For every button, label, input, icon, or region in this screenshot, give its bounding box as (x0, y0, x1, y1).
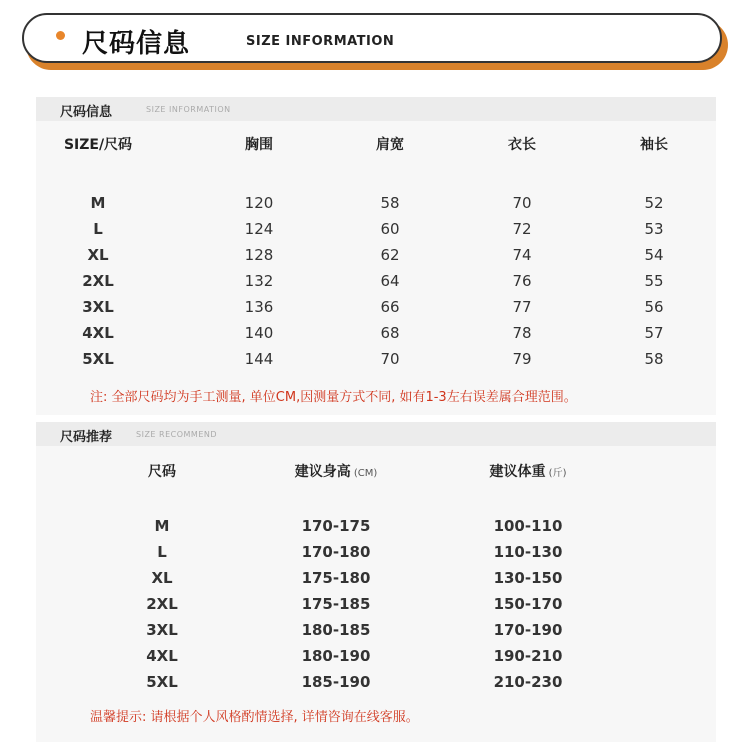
column-header-unit: (斤) (545, 468, 567, 479)
table-cell: 76 (512, 272, 532, 290)
column-header: 肩宽 (376, 137, 404, 153)
table-cell: 68 (380, 324, 400, 342)
title-banner (22, 13, 722, 63)
table-cell: 58 (644, 350, 664, 368)
table-cell: 77 (512, 298, 532, 316)
size-recommend-header-cn: 尺码推荐 (60, 430, 113, 445)
table-cell: 54 (644, 246, 664, 264)
size-label: M (90, 194, 106, 212)
table-cell: 130-150 (493, 569, 563, 587)
table-cell: 124 (244, 220, 274, 238)
size-label: 3XL (82, 298, 114, 316)
column-header (438, 461, 618, 481)
size-info-header (36, 97, 716, 121)
table-cell: 180-190 (301, 647, 371, 665)
table-cell: 144 (244, 350, 274, 368)
table-cell: 128 (244, 246, 274, 264)
table-cell: 175-185 (301, 595, 371, 613)
size-label: L (93, 220, 103, 238)
table-cell: 66 (380, 298, 400, 316)
table-cell: 185-190 (301, 673, 371, 691)
table-cell: 175-180 (301, 569, 371, 587)
table-cell: 150-170 (493, 595, 563, 613)
table-cell: 170-190 (493, 621, 563, 639)
size-info-header-en: SIZE INFORMATION (146, 105, 231, 114)
table-cell: 110-130 (493, 543, 563, 561)
table-cell: 140 (244, 324, 274, 342)
table-cell: 78 (512, 324, 532, 342)
table-cell: 170-180 (301, 543, 371, 561)
size-label: L (157, 543, 167, 561)
size-recommend-note: 温馨提示: 请根据个人风格酌情选择, 详情咨询在线客服。 (90, 710, 419, 725)
size-info-header-cn: 尺码信息 (60, 105, 113, 120)
bullet-dot-icon (56, 31, 65, 40)
size-label: 3XL (146, 621, 178, 639)
table-cell: 70 (380, 350, 400, 368)
size-label: 5XL (82, 350, 114, 368)
table-cell: 58 (380, 194, 400, 212)
size-recommend-panel (36, 422, 716, 742)
size-label: 5XL (146, 673, 178, 691)
table-cell: 79 (512, 350, 532, 368)
column-header: SIZE/尺码 (63, 137, 133, 153)
column-header-label: 建议身高 (294, 464, 351, 480)
table-cell: 56 (644, 298, 664, 316)
table-cell: 72 (512, 220, 532, 238)
table-cell: 60 (380, 220, 400, 238)
table-cell: 190-210 (493, 647, 563, 665)
table-cell: 64 (380, 272, 400, 290)
size-info-panel (36, 97, 716, 415)
banner-title-cn: 尺码信息 (82, 29, 191, 59)
column-header-unit: (CM) (350, 468, 378, 479)
table-cell: 53 (644, 220, 664, 238)
table-cell: 55 (644, 272, 664, 290)
column-header-label: 尺码 (148, 464, 176, 480)
column-header: 袖长 (640, 137, 668, 153)
size-label: 4XL (82, 324, 114, 342)
column-header (246, 461, 426, 481)
size-label: XL (151, 569, 173, 587)
table-cell: 57 (644, 324, 664, 342)
column-header: 衣长 (508, 137, 536, 153)
table-cell: 62 (380, 246, 400, 264)
table-cell: 170-175 (301, 517, 371, 535)
banner-title-en: SIZE INFORMATION (246, 34, 395, 49)
size-label: XL (87, 246, 109, 264)
size-info-note: 注: 全部尺码均为手工测量, 单位CM,因测量方式不同, 如有1-3左右误差属合理范围。 (90, 390, 577, 405)
table-cell: 74 (512, 246, 532, 264)
table-cell: 210-230 (493, 673, 563, 691)
size-recommend-header (36, 422, 716, 446)
table-cell: 70 (512, 194, 532, 212)
size-label: 2XL (146, 595, 178, 613)
size-label: 2XL (82, 272, 114, 290)
table-cell: 180-185 (301, 621, 371, 639)
size-label: M (154, 517, 170, 535)
table-cell: 132 (244, 272, 274, 290)
table-cell: 120 (244, 194, 274, 212)
table-cell: 52 (644, 194, 664, 212)
size-recommend-header-en: SIZE RECOMMEND (136, 430, 218, 439)
column-header-label: 建议体重 (489, 464, 546, 480)
table-cell: 136 (244, 298, 274, 316)
size-label: 4XL (146, 647, 178, 665)
column-header (72, 461, 252, 481)
column-header: 胸围 (245, 137, 273, 153)
table-cell: 100-110 (493, 517, 563, 535)
